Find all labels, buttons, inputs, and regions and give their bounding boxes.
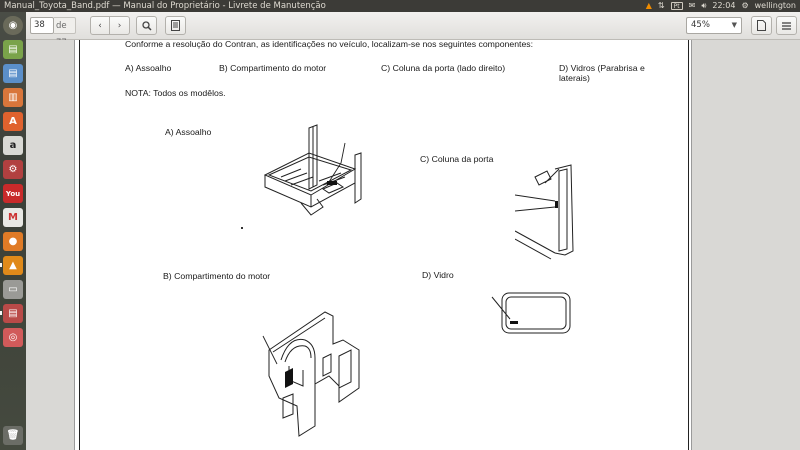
mail-icon[interactable]: ✉ — [688, 1, 696, 10]
engine-compartment-diagram — [259, 306, 379, 446]
youtube-icon[interactable]: You — [3, 184, 23, 203]
network-icon[interactable]: ⇅ — [657, 1, 665, 10]
component-b: B) Compartimento do motor — [219, 63, 327, 73]
vlc-tray-icon[interactable]: ▲ — [645, 1, 652, 10]
page-total-label: de — [54, 17, 76, 34]
note-text: NOTA: Todos os modêlos. — [125, 88, 226, 98]
hamburger-icon — [782, 22, 791, 30]
menu-button[interactable] — [776, 16, 797, 35]
component-a: A) Assoalho — [125, 63, 172, 73]
next-page-button[interactable]: › — [110, 16, 130, 35]
volume-icon[interactable]: 🔊︎ — [701, 1, 707, 10]
ubuntu-software-icon[interactable]: A — [3, 112, 23, 131]
figure-label-d: D) Vidro — [422, 270, 454, 280]
keyboard-layout-indicator[interactable]: Pt — [671, 2, 683, 10]
app-icon[interactable]: ◎ — [3, 328, 23, 347]
drive-icon[interactable]: ▭ — [3, 280, 23, 299]
firefox-icon[interactable]: ● — [3, 232, 23, 251]
dash-icon[interactable]: ◉ — [3, 16, 23, 35]
amazon-icon[interactable]: a — [3, 136, 23, 155]
scrollbar[interactable] — [793, 40, 800, 450]
figure-label-a: A) Assoalho — [165, 127, 212, 137]
component-c: C) Coluna da porta (lado direito) — [381, 63, 506, 73]
top-panel — [0, 0, 800, 12]
window-title: Manual_Toyota_Band.pdf — Manual do Proprietário - Livrete de Manutenção — [4, 1, 326, 11]
vlc-icon[interactable]: ▲ — [3, 256, 23, 275]
annotations-button[interactable] — [165, 16, 186, 35]
door-pillar-diagram — [515, 161, 595, 261]
floor-diagram — [261, 123, 371, 223]
zoom-value: 45% — [691, 20, 710, 30]
page-dot — [241, 227, 243, 229]
file-icon — [757, 20, 766, 31]
files-icon[interactable]: ▤ — [3, 40, 23, 59]
component-d: D) Vidros (Parabrisa e laterais) — [559, 63, 645, 83]
clock[interactable]: 22:04 — [712, 1, 736, 10]
glass-diagram — [490, 289, 572, 339]
libreoffice-writer-icon[interactable]: ▤ — [3, 64, 23, 83]
figure-label-c: C) Coluna da porta — [420, 154, 494, 164]
send-to-button[interactable] — [751, 16, 772, 35]
launcher — [0, 12, 26, 450]
document-view[interactable] — [26, 40, 800, 450]
page-number-input[interactable]: 38 — [30, 17, 54, 34]
gmail-icon[interactable]: M — [3, 208, 23, 227]
document-viewer-icon[interactable]: ▤ — [3, 304, 23, 323]
trash-icon[interactable]: 🗑︎ — [3, 426, 23, 445]
previous-page-button[interactable]: ‹ — [90, 16, 110, 35]
page-frame — [79, 40, 689, 450]
viewer-toolbar — [26, 12, 800, 40]
libreoffice-impress-icon[interactable]: ▥ — [3, 88, 23, 107]
document-icon — [171, 20, 180, 31]
gear-icon[interactable]: ⚙ — [741, 1, 749, 10]
settings-icon[interactable]: ⚙ — [3, 160, 23, 179]
chevron-down-icon: ▼ — [731, 21, 737, 29]
search-icon — [142, 21, 152, 31]
search-button[interactable] — [136, 16, 157, 35]
system-tray — [646, 0, 796, 12]
intro-text: Conforme a resolução do Contran, as identificações no veículo, localizam-se nos seguintes componentes: — [125, 40, 534, 49]
user-name[interactable]: wellington — [754, 1, 796, 10]
figure-label-b: B) Compartimento do motor — [163, 271, 271, 281]
zoom-select[interactable] — [686, 17, 742, 34]
pdf-page — [74, 40, 692, 450]
